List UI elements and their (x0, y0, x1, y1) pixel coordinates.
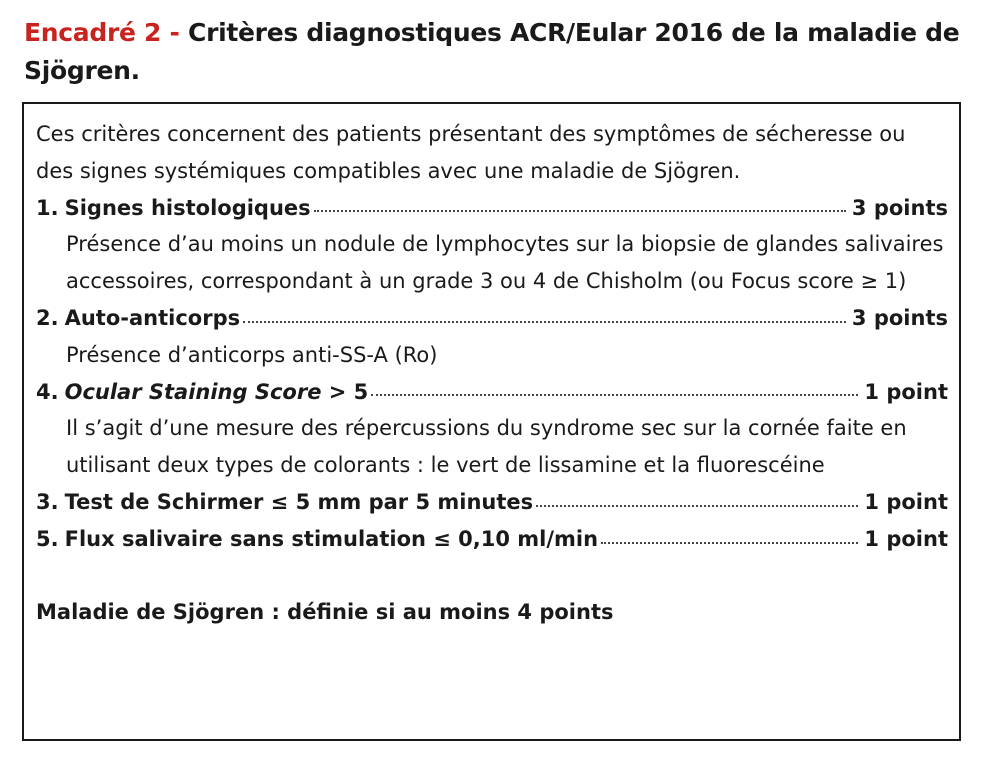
criterion-points: 1 point (864, 526, 948, 551)
dotted-leader (536, 505, 858, 507)
dotted-leader (371, 394, 858, 396)
criterion-row (36, 190, 948, 227)
criterion-description: Présence d’au moins un nodule de lymphocytes sur la biopsie de glandes salivaires accessoires, correspondant à un grade 3 ou 4 de Chisholm (ou Focus score ≥ 1) (66, 232, 944, 294)
box-title-prefix: Encadré 2 - (24, 18, 180, 47)
criterion-label: Auto-anticorps (64, 305, 241, 330)
criterion-histology (36, 190, 948, 300)
criterion-label: Signes histologiques (64, 195, 311, 220)
criterion-row (36, 300, 948, 337)
criterion-row (36, 484, 948, 521)
criterion-number: 5. (36, 526, 59, 551)
criterion-number: 3. (36, 489, 59, 514)
criterion-number: 1. (36, 195, 59, 220)
criterion-autoantibodies (36, 300, 948, 374)
box-title-text: Critères diagnostiques ACR/Eular 2016 de la maladie de Sjögren. (24, 18, 960, 85)
criteria-box (22, 102, 961, 741)
criterion-points: 1 point (864, 489, 948, 514)
criterion-description: Il s’agit d’une mesure des répercussions du syndrome sec sur la cornée faite en utilisant deux types de colorants : le vert de lissamine et la fluorescéine (66, 416, 907, 478)
criterion-description: Présence d’anticorps anti-SS-A (Ro) (66, 342, 438, 367)
criterion-points: 1 point (864, 379, 948, 404)
intro-text: Ces critères concernent des patients présentant des symptômes de sécheresse ou des signes systémiques compatibles avec une maladie de Sjögren. (36, 122, 906, 183)
conclusion-text: Maladie de Sjögren : définie si au moins 4 points (36, 600, 614, 625)
dotted-leader (314, 210, 846, 212)
criterion-number: 2. (36, 305, 59, 330)
criterion-label: Flux salivaire sans stimulation ≤ 0,10 ml/min (64, 526, 599, 551)
criterion-label-suffix: > 5 (321, 379, 369, 404)
dotted-leader (243, 321, 846, 323)
criterion-row (36, 521, 948, 558)
criterion-schirmer (36, 484, 948, 521)
spacer (36, 558, 948, 595)
criterion-label (59, 374, 369, 411)
criterion-row (36, 374, 948, 411)
dotted-leader (601, 542, 858, 544)
criterion-ocular-staining (36, 374, 948, 484)
box-title (24, 14, 969, 90)
criterion-points: 3 points (851, 195, 948, 220)
criteria-content (36, 116, 948, 631)
criterion-label: Test de Schirmer ≤ 5 mm par 5 minutes (64, 489, 534, 514)
criterion-number: 4. (36, 379, 59, 404)
criterion-salivary-flow (36, 521, 948, 558)
criterion-label-italic: Ocular Staining Score (64, 379, 322, 404)
criterion-points: 3 points (851, 305, 948, 330)
